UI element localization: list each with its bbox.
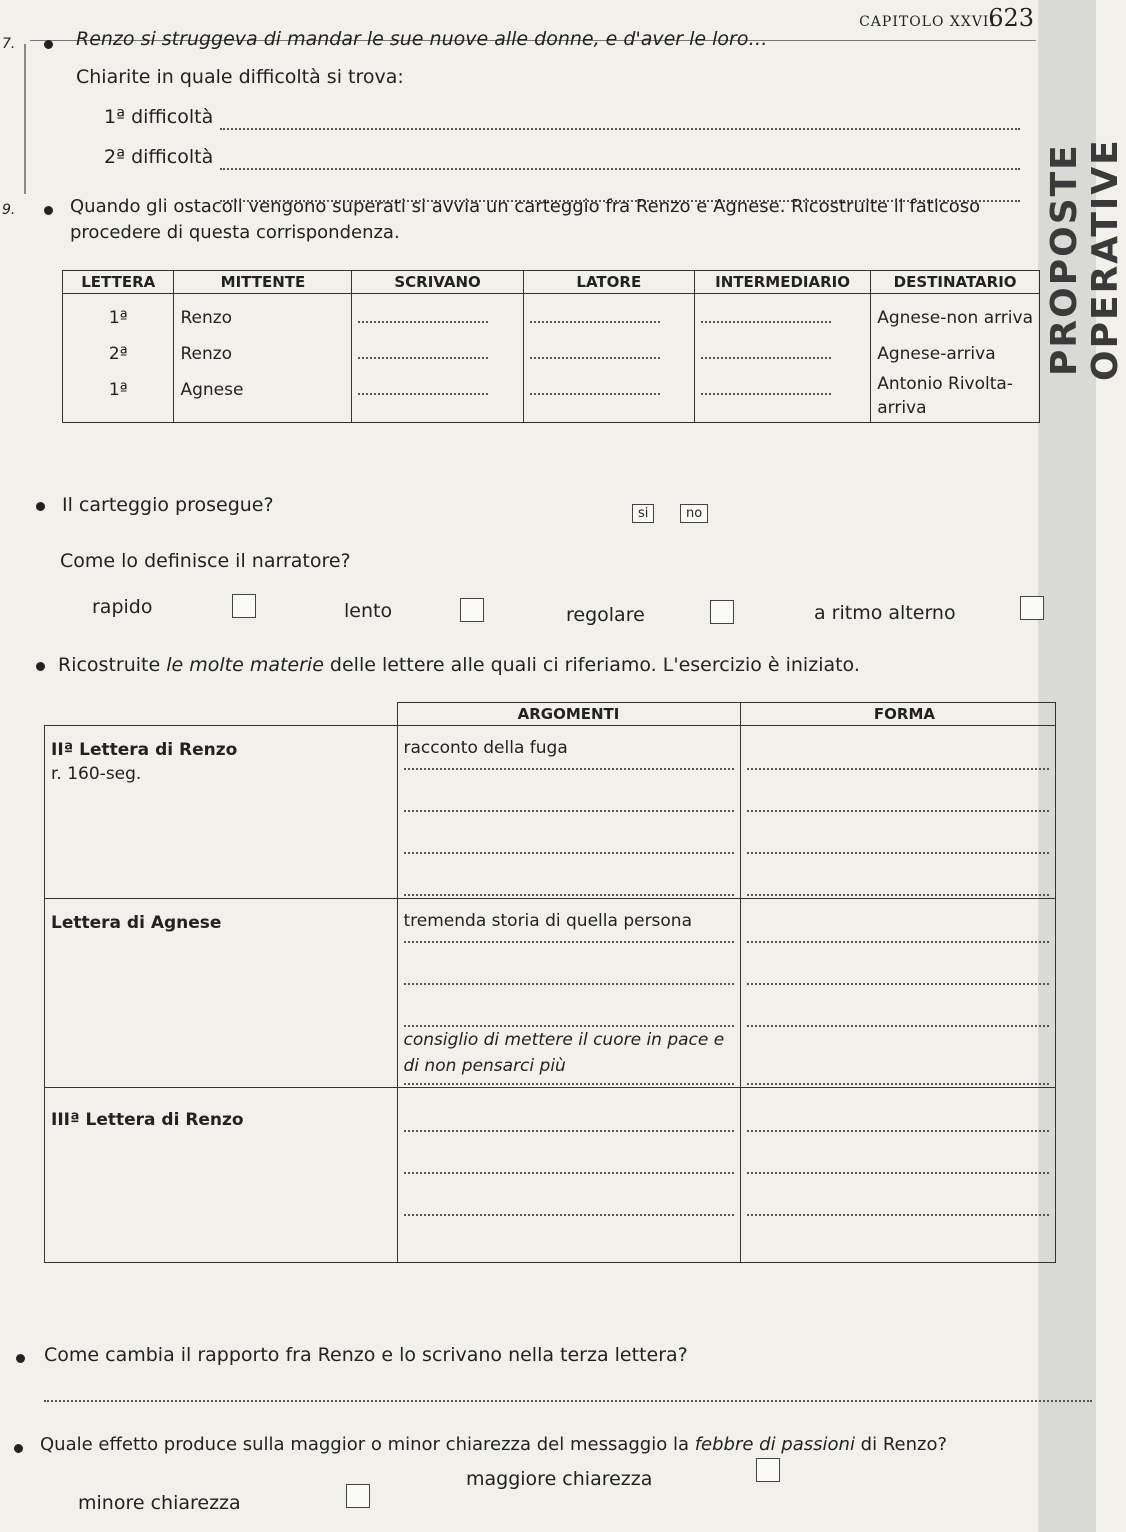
margin-rule: [24, 44, 26, 194]
question-text: Quando gli ostacoli vengono superati si avvia un carteggio fra Renzo e Agnese. Ricostruite il faticoso: [70, 196, 981, 217]
checkbox-lento[interactable]: [460, 598, 484, 622]
letter-label: IIIª Lettera di Renzo: [45, 1088, 398, 1263]
no-option[interactable]: no: [680, 504, 708, 523]
blank-field[interactable]: [701, 339, 831, 359]
difficulty-2-label: 2ª difficoltà: [104, 146, 214, 168]
question-number: 7.: [2, 36, 16, 52]
col-header: DESTINATARIO: [871, 271, 1040, 294]
option-label: minore chiarezza: [78, 1492, 241, 1514]
question-text: Il carteggio prosegue?: [62, 494, 274, 516]
question-text: Ricostruite le molte materie delle lettere alle quali ci riferiamo. L'esercizio è iniziato.: [58, 654, 860, 676]
checkbox-maggiore[interactable]: [756, 1458, 780, 1482]
col-header: INTERMEDIARIO: [694, 271, 870, 294]
cell-lettera: 2ª: [108, 344, 128, 364]
checkbox-rapido[interactable]: [232, 594, 256, 618]
blank-field[interactable]: [747, 1174, 1050, 1216]
blank-field[interactable]: [530, 339, 660, 359]
cell-lettera: 1ª: [108, 380, 128, 400]
question-prompt: Chiarite in quale difficoltà si trova:: [76, 66, 404, 88]
blank-field[interactable]: [404, 854, 734, 896]
correspondence-table: [62, 270, 1040, 423]
blank-field[interactable]: [404, 812, 734, 854]
blank-field[interactable]: [404, 943, 734, 985]
bullet: [44, 206, 53, 215]
blank-field[interactable]: [530, 375, 660, 395]
bullet: [16, 1354, 25, 1363]
table-row: [45, 899, 1056, 1088]
option-label: regolare: [566, 604, 645, 626]
blank-field[interactable]: [358, 303, 488, 323]
checkbox-regolare[interactable]: [710, 600, 734, 624]
bullet: [44, 40, 53, 49]
letters-table: [44, 702, 1056, 1263]
cell-mittente: Agnese: [180, 380, 244, 400]
cell-destinatario: Agnese-arriva: [877, 344, 996, 364]
blank-field[interactable]: [747, 1090, 1050, 1132]
answer-line-1[interactable]: [220, 128, 1020, 130]
col-header: FORMA: [740, 703, 1056, 726]
blank-field[interactable]: [747, 770, 1050, 812]
cell-destinatario: Antonio Rivolta-arriva: [877, 374, 1013, 418]
blank-field[interactable]: [404, 985, 734, 1027]
option-label: a ritmo alterno: [814, 602, 956, 624]
letter-label: Lettera di Agnese: [45, 899, 398, 1088]
question-text-cont: procedere di questa corrispondenza.: [70, 222, 400, 243]
cell-mittente: Renzo: [180, 308, 233, 328]
question-number: 9.: [2, 202, 16, 218]
col-header: ARGOMENTI: [397, 703, 740, 726]
question-text: Quale effetto produce sulla maggior o minor chiarezza del messaggio la febbre di passioni di Renzo?: [40, 1434, 948, 1455]
letter-label: IIª Lettera di Renzo: [51, 740, 238, 760]
argument-text: consiglio di mettere il cuore in pace e di non pensarci più: [404, 1027, 734, 1085]
answer-line[interactable]: [44, 1400, 1092, 1402]
blank-field[interactable]: [701, 303, 831, 323]
blank-field[interactable]: [747, 812, 1050, 854]
bullet: [36, 662, 45, 671]
blank-field[interactable]: [404, 1132, 734, 1174]
bullet: [14, 1444, 23, 1453]
chapter-title: CAPITOLO XXVII: [859, 14, 996, 30]
side-label: PROPOSTE OPERATIVE: [1044, 138, 1126, 382]
argument-text: racconto della fuga: [404, 728, 734, 770]
col-header: LATORE: [523, 271, 694, 294]
table-row: [45, 726, 1056, 899]
col-header: MITTENTE: [174, 271, 352, 294]
blank-field[interactable]: [404, 770, 734, 812]
yes-option[interactable]: si: [632, 504, 654, 523]
difficulty-1-label: 1ª difficoltà: [104, 106, 214, 128]
table-row: [63, 294, 1040, 423]
blank-field[interactable]: [747, 985, 1050, 1027]
checkbox-ritmo-alterno[interactable]: [1020, 596, 1044, 620]
blank-field[interactable]: [404, 1174, 734, 1216]
letter-ref: r. 160-seg.: [51, 764, 142, 784]
blank-field[interactable]: [530, 303, 660, 323]
cell-lettera: 1ª: [108, 308, 128, 328]
col-header: SCRIVANO: [352, 271, 523, 294]
table-row: [45, 1088, 1056, 1263]
argument-text: tremenda storia di quella persona: [404, 901, 734, 943]
checkbox-minore[interactable]: [346, 1484, 370, 1508]
blank-field[interactable]: [747, 943, 1050, 985]
option-label: rapido: [92, 596, 153, 618]
col-header: LETTERA: [63, 271, 174, 294]
blank-field[interactable]: [747, 1132, 1050, 1174]
blank-field[interactable]: [747, 728, 1050, 770]
blank-field[interactable]: [701, 375, 831, 395]
blank-field[interactable]: [358, 339, 488, 359]
blank-field[interactable]: [747, 901, 1050, 943]
question-text: Come cambia il rapporto fra Renzo e lo scrivano nella terza lettera?: [44, 1344, 688, 1366]
answer-line-2[interactable]: [220, 168, 1020, 170]
blank-field[interactable]: [404, 1090, 734, 1132]
question-text: Come lo definisce il narratore?: [60, 550, 351, 572]
blank-field[interactable]: [747, 854, 1050, 896]
option-label: lento: [344, 600, 393, 622]
option-label: maggiore chiarezza: [466, 1468, 653, 1490]
blank-field[interactable]: [747, 1027, 1050, 1085]
cell-mittente: Renzo: [180, 344, 233, 364]
blank-field[interactable]: [358, 375, 488, 395]
question-text: Renzo si struggeva di mandar le sue nuove alle donne, e d'aver le loro…: [76, 28, 768, 50]
page-number: 623: [988, 4, 1034, 32]
bullet: [36, 502, 45, 511]
cell-destinatario: Agnese-non arriva: [877, 308, 1033, 328]
